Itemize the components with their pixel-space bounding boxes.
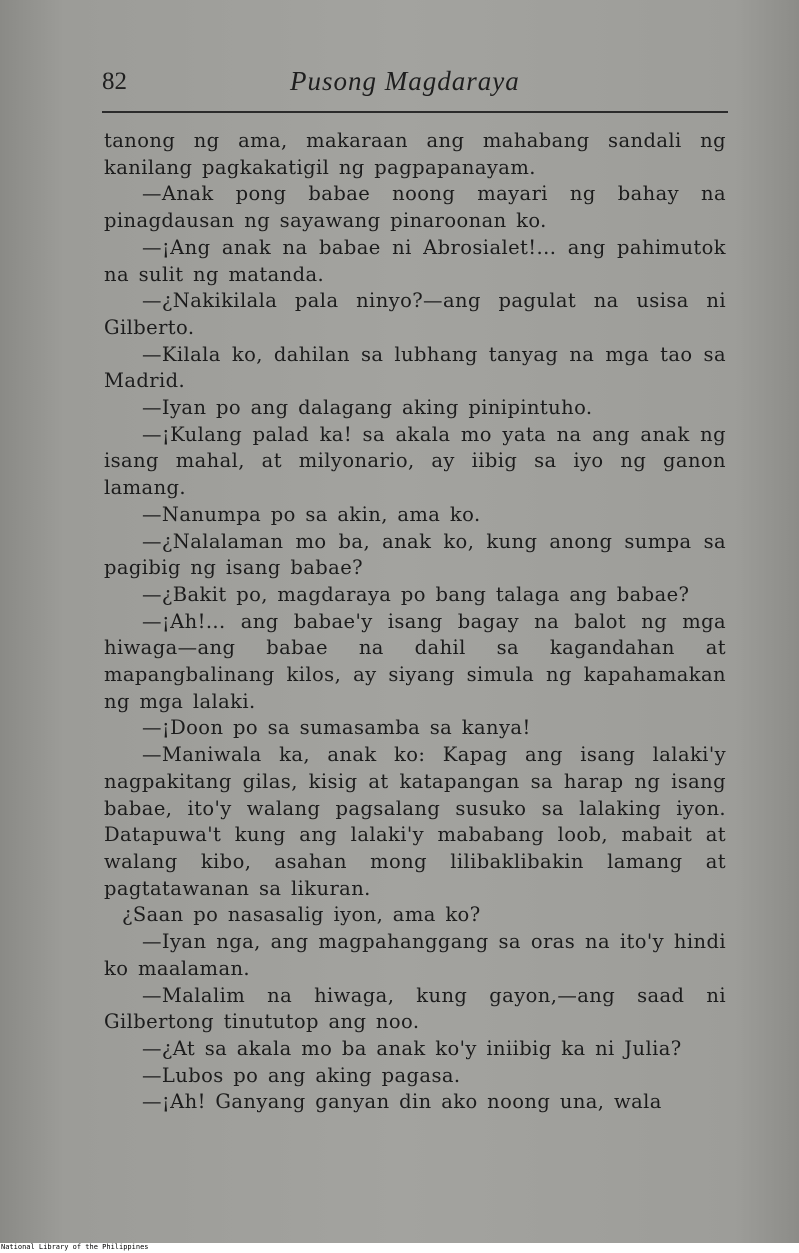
paragraph: —¡Ang anak na babae ni Abrosialet!... ang pahimutok na sulit ng matanda. — [104, 235, 726, 286]
paragraph: —¿Bakit po, magdaraya po bang talaga ang babae? — [142, 582, 690, 606]
paragraph: —¡Ah! Ganyang ganyan din ako noong una, wala — [142, 1090, 662, 1114]
page-number: 82 — [102, 68, 127, 95]
header-rule — [102, 111, 728, 113]
paragraph: —¡Kulang palad ka! sa akala mo yata na ang anak ng isang mahal, at milyonario, ay iibig sa iyo ng ganon lamang. — [104, 422, 726, 500]
paragraph: —Iyan po ang dalagang aking pinipintuho. — [142, 396, 593, 420]
paragraph: —¡Ah!... ang babae'y isang bagay na balot ng mga hiwaga—ang babae na dahil sa kagandahan at mapangbalinang kilos, ay siyang simula ng kapahamakan ng mga lalaki. — [104, 609, 726, 713]
paragraph: —Malalim na hiwaga, kung gayon,—ang saad ni Gilbertong tinututop ang noo. — [104, 983, 726, 1034]
paragraph: tanong ng ama, makaraan ang mahabang sandali ng kanilang pagkakatigil ng pagpapanayam. — [104, 129, 726, 179]
paragraph: —¿Nalalaman mo ba, anak ko, kung anong sumpa sa pagibig ng isang babae? — [104, 529, 726, 580]
footer-strip — [0, 1243, 799, 1253]
paragraph: —Lubos po ang aking pagasa. — [142, 1063, 461, 1087]
footer-credit: National Library of the Philippines — [1, 1243, 149, 1251]
running-title: Pusong Magdaraya — [290, 66, 520, 96]
paragraph: —Kilala ko, dahilan sa lubhang tanyag na mga tao sa Madrid. — [104, 342, 726, 393]
paragraph: —¡Doon po sa sumasamba sa kanya! — [142, 716, 531, 740]
body-text — [104, 128, 726, 1116]
paragraph: —Iyan nga, ang magpahanggang sa oras na ito'y hindi ko maalaman. — [104, 930, 726, 980]
paragraph: ¿Saan po nasasalig iyon, ama ko? — [122, 903, 481, 927]
paragraph: —Nanumpa po sa akin, ama ko. — [142, 502, 481, 526]
paragraph: —¿At sa akala mo ba anak ko'y iniibig ka ni Julia? — [142, 1036, 682, 1060]
page-header — [102, 62, 728, 102]
paragraph: —¿Nakikilala pala ninyo?—ang pagulat na usisa ni Gilberto. — [104, 289, 726, 339]
paragraph: —Maniwala ka, anak ko: Kapag ang isang lalaki'y nagpakitang gilas, kisig at katapangan sa harap ng isang babae, ito'y walang pagsalang susuko sa lalaking iyon. Datapuwa't kung ang lalaki'y mababang loob, mabait at walang kibo, asahan mong lilibaklibakin lamang at pagtatawanan sa likuran. — [104, 743, 726, 900]
paragraph: —Anak pong babae noong mayari ng bahay na pinagdausan ng sayawang pinaroonan ko. — [104, 182, 726, 233]
